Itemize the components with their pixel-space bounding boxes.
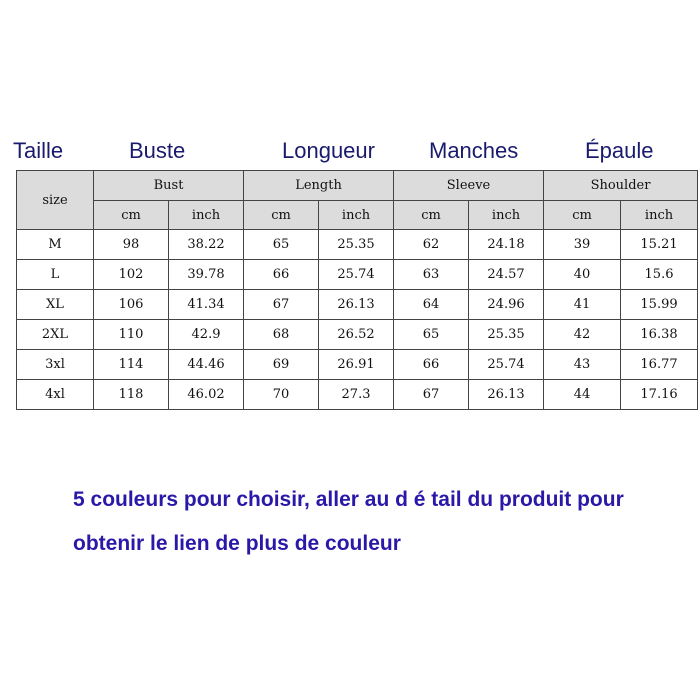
- size-cell: 4xl: [17, 380, 94, 410]
- measurement-cell: 110: [94, 320, 169, 350]
- table-row: [17, 230, 698, 260]
- measurement-cell: 24.57: [469, 260, 544, 290]
- measurement-cell: 67: [394, 380, 469, 410]
- measurement-cell: 16.38: [621, 320, 698, 350]
- measurement-cell: 17.16: [621, 380, 698, 410]
- measurement-cell: 24.96: [469, 290, 544, 320]
- measurement-cell: 65: [394, 320, 469, 350]
- unit-header: cm: [94, 201, 169, 230]
- measurement-cell: 42.9: [169, 320, 244, 350]
- measurement-cell: 26.52: [319, 320, 394, 350]
- measurement-cell: 70: [244, 380, 319, 410]
- table-row: [17, 260, 698, 290]
- header-buste: Buste: [129, 138, 186, 163]
- measurement-cell: 24.18: [469, 230, 544, 260]
- measurement-cell: 40: [544, 260, 621, 290]
- unit-header: inch: [621, 201, 698, 230]
- header-manches: Manches: [429, 138, 519, 163]
- measurement-cell: 65: [244, 230, 319, 260]
- unit-header: inch: [469, 201, 544, 230]
- measurement-cell: 38.22: [169, 230, 244, 260]
- measurement-cell: 44.46: [169, 350, 244, 380]
- size-cell: L: [17, 260, 94, 290]
- note-line-2: obtenir le lien de plus de couleur: [73, 532, 401, 555]
- measurement-cell: 66: [244, 260, 319, 290]
- measurement-cell: 25.74: [469, 350, 544, 380]
- measurement-cell: 41.34: [169, 290, 244, 320]
- table-row: [17, 290, 698, 320]
- measurement-cell: 44: [544, 380, 621, 410]
- measurement-cell: 16.77: [621, 350, 698, 380]
- measurement-cell: 42: [544, 320, 621, 350]
- size-cell: XL: [17, 290, 94, 320]
- measurement-cell: 39.78: [169, 260, 244, 290]
- table-body: [17, 230, 698, 410]
- table-row: [17, 380, 698, 410]
- measurement-cell: 62: [394, 230, 469, 260]
- measurement-cell: 25.35: [469, 320, 544, 350]
- unit-header-row: [17, 201, 698, 230]
- table-row: [17, 350, 698, 380]
- measurement-cell: 43: [544, 350, 621, 380]
- size-cell: M: [17, 230, 94, 260]
- color-note: [73, 478, 683, 566]
- group-header-row: [17, 171, 698, 201]
- measurement-cell: 106: [94, 290, 169, 320]
- measurement-cell: 27.3: [319, 380, 394, 410]
- note-line-1: 5 couleurs pour choisir, aller au d é tail du produit pour: [73, 488, 624, 511]
- unit-header: inch: [319, 201, 394, 230]
- measurement-cell: 46.02: [169, 380, 244, 410]
- measurement-cell: 114: [94, 350, 169, 380]
- table-row: [17, 320, 698, 350]
- size-chart-table: [16, 170, 698, 410]
- group-header-bust: Bust: [94, 171, 244, 201]
- measurement-cell: 25.35: [319, 230, 394, 260]
- measurement-cell: 98: [94, 230, 169, 260]
- measurement-cell: 68: [244, 320, 319, 350]
- unit-header: cm: [394, 201, 469, 230]
- measurement-cell: 26.13: [319, 290, 394, 320]
- measurement-cell: 66: [394, 350, 469, 380]
- group-header-sleeve: Sleeve: [394, 171, 544, 201]
- header-epaule: Épaule: [585, 138, 654, 163]
- header-longueur: Longueur: [282, 138, 375, 163]
- size-cell: 2XL: [17, 320, 94, 350]
- measurement-cell: 39: [544, 230, 621, 260]
- unit-header: cm: [244, 201, 319, 230]
- measurement-cell: 15.21: [621, 230, 698, 260]
- french-column-headers: [0, 138, 700, 168]
- size-cell: 3xl: [17, 350, 94, 380]
- measurement-cell: 102: [94, 260, 169, 290]
- measurement-cell: 15.99: [621, 290, 698, 320]
- measurement-cell: 63: [394, 260, 469, 290]
- header-taille: Taille: [13, 138, 64, 163]
- measurement-cell: 64: [394, 290, 469, 320]
- group-header-shoulder: Shoulder: [544, 171, 698, 201]
- measurement-cell: 15.6: [621, 260, 698, 290]
- unit-header: inch: [169, 201, 244, 230]
- unit-header: cm: [544, 201, 621, 230]
- measurement-cell: 25.74: [319, 260, 394, 290]
- measurement-cell: 69: [244, 350, 319, 380]
- group-header-length: Length: [244, 171, 394, 201]
- measurement-cell: 67: [244, 290, 319, 320]
- size-header: size: [17, 171, 94, 230]
- measurement-cell: 26.91: [319, 350, 394, 380]
- measurement-cell: 26.13: [469, 380, 544, 410]
- measurement-cell: 41: [544, 290, 621, 320]
- measurement-cell: 118: [94, 380, 169, 410]
